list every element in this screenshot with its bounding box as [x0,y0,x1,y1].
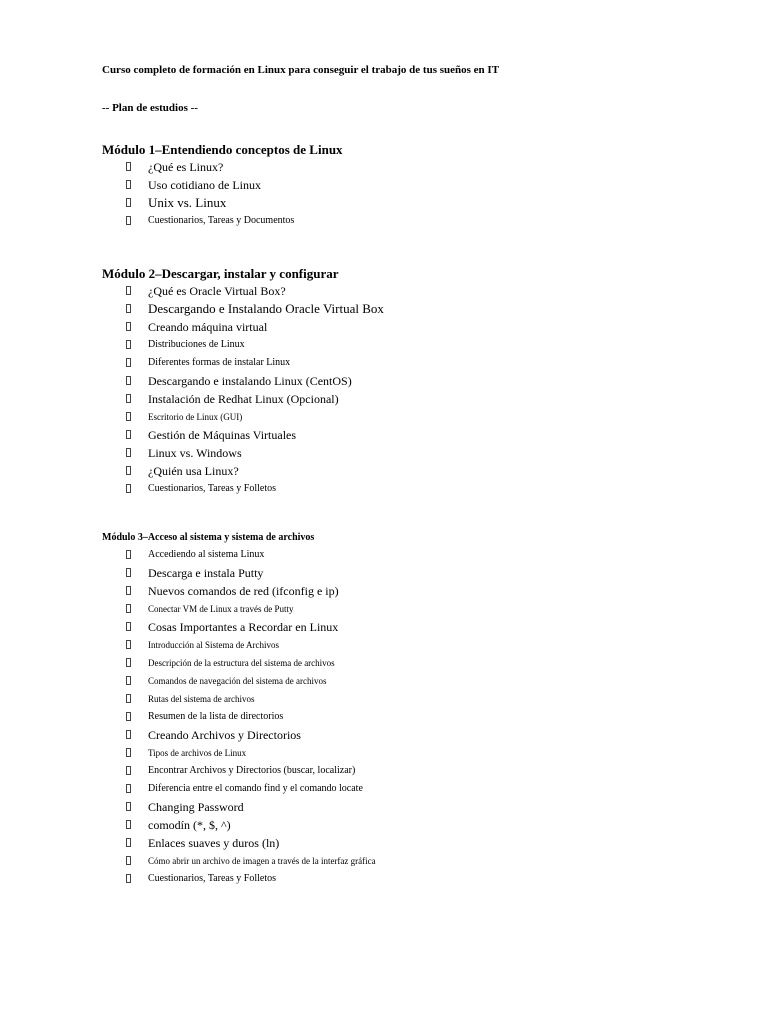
list-item [102,798,702,816]
list-item-label: Enlaces suaves y duros (ln) [148,836,280,850]
checkbox-bullet-icon [126,838,131,847]
list-item [102,636,702,654]
checkbox-bullet-icon [126,286,131,295]
checkbox-bullet-icon [126,676,131,685]
list-item-label: Diferentes formas de instalar Linux [148,357,291,368]
checkbox-bullet-icon [126,856,131,865]
checkbox-bullet-icon [126,198,131,207]
list-item-label: Changing Password [148,800,244,814]
list-item-label: Comandos de navegación del sistema de archivos [148,676,327,686]
list-item [102,780,702,798]
list-item [102,390,702,408]
list-item [102,372,702,390]
list-item [102,408,702,426]
list-item-label: ¿Quién usa Linux? [148,464,239,478]
module-3-list [102,546,702,888]
checkbox-bullet-icon [126,586,131,595]
checkbox-bullet-icon [126,430,131,439]
checkbox-bullet-icon [126,730,131,739]
list-item-label: Creando Archivos y Directorios [148,728,301,742]
list-item-label: Uso cotidiano de Linux [148,178,261,192]
list-item [102,300,702,318]
list-item [102,816,702,834]
list-item [102,654,702,672]
checkbox-bullet-icon [126,412,131,421]
list-item [102,462,702,480]
checkbox-bullet-icon [126,874,131,883]
checkbox-bullet-icon [126,376,131,385]
list-item-label: Creando máquina virtual [148,320,268,334]
checkbox-bullet-icon [126,604,131,613]
list-item [102,600,702,618]
list-item-label: Diferencia entre el comando find y el comando locate [148,783,363,794]
checkbox-bullet-icon [126,550,131,559]
list-item-label: Descripción de la estructura del sistema de archivos [148,658,335,668]
list-item [102,762,702,780]
list-item [102,318,702,336]
module-2 [102,266,702,498]
list-item [102,546,702,564]
list-item-label: comodín (*, $, ^) [148,818,231,832]
list-item-label: Resumen de la lista de directorios [148,711,284,722]
list-item [102,726,702,744]
module-3-title: Módulo 3–Acceso al sistema y sistema de archivos [102,532,315,543]
list-item-label: Descargando e instalando Linux (CentOS) [148,374,352,388]
list-item [102,354,702,372]
checkbox-bullet-icon [126,640,131,649]
list-item [102,672,702,690]
list-item [102,194,702,212]
list-item-label: Accediendo al sistema Linux [148,549,265,560]
module-1-list [102,158,702,230]
list-item-label: Tipos de archivos de Linux [148,748,247,758]
list-item [102,282,702,300]
checkbox-bullet-icon [126,748,131,757]
list-item-label: ¿Qué es Oracle Virtual Box? [148,284,286,298]
list-item-label: Cuestionarios, Tareas y Documentos [148,215,295,226]
list-item-label: Gestión de Máquinas Virtuales [148,428,297,442]
checkbox-bullet-icon [126,358,131,367]
checkbox-bullet-icon [126,784,131,793]
checkbox-bullet-icon [126,180,131,189]
list-item-label: Instalación de Redhat Linux (Opcional) [148,392,339,406]
checkbox-bullet-icon [126,162,131,171]
list-item-label: Cuestionarios, Tareas y Folletos [148,873,276,884]
module-1-title: Módulo 1–Entendiendo conceptos de Linux [102,142,343,157]
list-item-label: Cuestionarios, Tareas y Folletos [148,483,276,494]
checkbox-bullet-icon [126,304,131,313]
checkbox-bullet-icon [126,322,131,331]
checkbox-bullet-icon [126,394,131,403]
list-item [102,176,702,194]
checkbox-bullet-icon [126,694,131,703]
list-item [102,834,702,852]
list-item [102,158,702,176]
list-item-label: Descargando e Instalando Oracle Virtual Box [148,301,384,316]
checkbox-bullet-icon [126,820,131,829]
checkbox-bullet-icon [126,216,131,225]
checkbox-bullet-icon [126,568,131,577]
list-item [102,708,702,726]
checkbox-bullet-icon [126,484,131,493]
checkbox-bullet-icon [126,340,131,349]
module-3 [102,530,702,888]
plan-heading: -- Plan de estudios -- [102,102,198,114]
list-item [102,480,702,498]
list-item-label: Cómo abrir un archivo de imagen a través de la interfaz gráfica [148,856,376,866]
list-item-label: Escritorio de Linux (GUI) [148,412,243,422]
list-item [102,336,702,354]
list-item [102,618,702,636]
module-2-title: Módulo 2–Descargar, instalar y configurar [102,266,339,281]
list-item [102,690,702,708]
list-item-label: Nuevos comandos de red (ifconfig e ip) [148,584,339,598]
list-item [102,444,702,462]
list-item-label: Linux vs. Windows [148,446,242,460]
list-item [102,212,702,230]
list-item [102,870,702,888]
checkbox-bullet-icon [126,802,131,811]
checkbox-bullet-icon [126,622,131,631]
list-item-label: Introducción al Sistema de Archivos [148,640,279,650]
list-item [102,426,702,444]
list-item [102,852,702,870]
document-title: Curso completo de formación en Linux para conseguir el trabajo de tus sueños en IT [102,64,500,76]
module-2-list [102,282,702,498]
checkbox-bullet-icon [126,448,131,457]
checkbox-bullet-icon [126,466,131,475]
checkbox-bullet-icon [126,766,131,775]
module-1 [102,142,702,230]
list-item-label: Unix vs. Linux [148,195,227,210]
list-item [102,582,702,600]
list-item-label: ¿Qué es Linux? [148,160,224,174]
list-item-label: Distribuciones de Linux [148,339,245,350]
list-item [102,744,702,762]
list-item-label: Cosas Importantes a Recordar en Linux [148,620,339,634]
list-item [102,564,702,582]
list-item-label: Rutas del sistema de archivos [148,694,255,704]
checkbox-bullet-icon [126,712,131,721]
list-item-label: Conectar VM de Linux a través de Putty [148,604,294,614]
checkbox-bullet-icon [126,658,131,667]
list-item-label: Descarga e instala Putty [148,566,264,580]
list-item-label: Encontrar Archivos y Directorios (buscar, localizar) [148,765,356,776]
